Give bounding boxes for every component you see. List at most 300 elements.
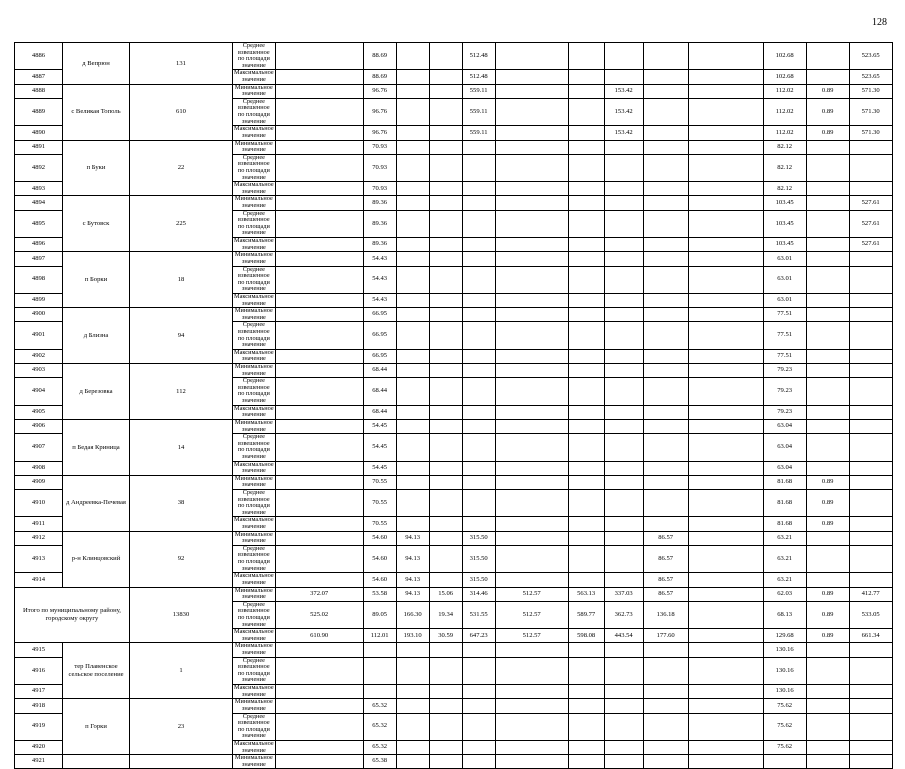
- value-cell: [396, 643, 429, 657]
- value-cell: [604, 545, 643, 572]
- value-cell: 112.01: [363, 629, 396, 643]
- value-cell: 94.13: [396, 587, 429, 601]
- row-number-cell: 4894: [15, 196, 63, 210]
- value-cell: 53.58: [363, 587, 396, 601]
- value-cell: [275, 154, 363, 181]
- settlement-name-cell: [63, 755, 130, 769]
- value-cell: [396, 419, 429, 433]
- value-cell: [495, 419, 568, 433]
- population-cell: 23: [130, 699, 233, 755]
- value-cell: 525.02: [275, 601, 363, 628]
- value-cell: 0.89: [806, 587, 849, 601]
- value-cell: 571.30: [849, 126, 892, 140]
- value-cell: [568, 643, 604, 657]
- value-cell: [275, 126, 363, 140]
- value-cell: [849, 740, 892, 754]
- value-cell: [849, 699, 892, 713]
- value-cell: [275, 699, 363, 713]
- value-cell: [688, 685, 763, 699]
- value-cell: [643, 490, 688, 517]
- value-cell: [275, 252, 363, 266]
- value-type-cell: Минимальное значение: [233, 643, 276, 657]
- value-cell: 63.04: [763, 419, 806, 433]
- value-cell: [429, 573, 462, 587]
- value-cell: [604, 657, 643, 684]
- value-cell: [806, 419, 849, 433]
- value-cell: 82.12: [763, 140, 806, 154]
- value-cell: [363, 657, 396, 684]
- value-cell: [568, 405, 604, 419]
- settlement-name-cell: д Близна: [63, 308, 130, 364]
- value-cell: [568, 126, 604, 140]
- value-cell: [806, 210, 849, 237]
- value-cell: [429, 378, 462, 405]
- value-cell: [462, 490, 495, 517]
- value-cell: [643, 98, 688, 125]
- row-number-cell: 4903: [15, 364, 63, 378]
- value-cell: [568, 140, 604, 154]
- value-cell: [495, 713, 568, 740]
- value-cell: 523.65: [849, 43, 892, 70]
- value-cell: [604, 293, 643, 307]
- value-cell: [462, 210, 495, 237]
- value-cell: [495, 70, 568, 84]
- value-cell: 527.61: [849, 210, 892, 237]
- value-cell: [688, 210, 763, 237]
- value-cell: [604, 140, 643, 154]
- value-cell: 81.68: [763, 517, 806, 531]
- value-cell: [275, 461, 363, 475]
- value-cell: [462, 349, 495, 363]
- value-type-cell: Среднее взвешенное по площади значение: [233, 378, 276, 405]
- value-cell: [462, 364, 495, 378]
- value-cell: [429, 252, 462, 266]
- value-cell: [275, 419, 363, 433]
- value-cell: 54.45: [363, 461, 396, 475]
- value-cell: [806, 364, 849, 378]
- value-cell: 70.55: [363, 517, 396, 531]
- value-cell: 130.16: [763, 685, 806, 699]
- value-cell: 54.45: [363, 419, 396, 433]
- value-type-cell: Среднее взвешенное по площади значение: [233, 545, 276, 572]
- value-cell: [806, 43, 849, 70]
- row-number-cell: 4906: [15, 419, 63, 433]
- value-cell: [363, 643, 396, 657]
- value-cell: [495, 573, 568, 587]
- value-cell: [429, 545, 462, 572]
- value-cell: [429, 43, 462, 70]
- value-cell: [688, 349, 763, 363]
- value-type-cell: Минимальное значение: [233, 587, 276, 601]
- value-cell: [849, 349, 892, 363]
- value-type-cell: Максимальное значение: [234, 69, 274, 84]
- value-cell: [462, 434, 495, 461]
- row-number-cell: 4915: [15, 643, 63, 657]
- value-cell: [429, 461, 462, 475]
- value-cell: [396, 517, 429, 531]
- value-cell: 647.23: [462, 629, 495, 643]
- value-cell: [604, 238, 643, 252]
- value-cell: 193.10: [396, 629, 429, 643]
- value-cell: [275, 84, 363, 98]
- value-cell: [429, 84, 462, 98]
- value-cell: [275, 475, 363, 489]
- value-cell: [643, 405, 688, 419]
- value-cell: [849, 405, 892, 419]
- value-cell: [275, 266, 363, 293]
- value-cell: [849, 378, 892, 405]
- table-row: [15, 755, 893, 769]
- value-cell: [806, 740, 849, 754]
- value-cell: [429, 517, 462, 531]
- value-cell: [568, 182, 604, 196]
- value-cell: [568, 364, 604, 378]
- value-cell: [495, 308, 568, 322]
- value-cell: [568, 434, 604, 461]
- value-cell: [396, 364, 429, 378]
- value-cell: [688, 308, 763, 322]
- value-cell: 512.57: [495, 629, 568, 643]
- value-type-cell: Максимальное значение: [234, 349, 274, 363]
- value-cell: [429, 475, 462, 489]
- value-cell: [849, 657, 892, 684]
- value-cell: [643, 475, 688, 489]
- value-cell: [495, 545, 568, 572]
- value-cell: [849, 293, 892, 307]
- value-cell: [604, 364, 643, 378]
- value-cell: [568, 98, 604, 125]
- row-number-cell: 4907: [15, 434, 63, 461]
- value-cell: [806, 685, 849, 699]
- value-cell: [688, 252, 763, 266]
- value-cell: [495, 685, 568, 699]
- value-cell: 81.68: [763, 475, 806, 489]
- value-cell: [396, 196, 429, 210]
- value-cell: [396, 154, 429, 181]
- row-number-cell: 4909: [15, 475, 63, 489]
- value-type-cell: Минимальное значение: [233, 419, 276, 433]
- value-cell: [568, 322, 604, 349]
- value-cell: [396, 293, 429, 307]
- value-cell: [688, 293, 763, 307]
- value-cell: [643, 43, 688, 70]
- value-cell: [688, 531, 763, 545]
- value-cell: [275, 685, 363, 699]
- value-cell: 70.93: [363, 154, 396, 181]
- value-cell: [643, 196, 688, 210]
- value-cell: [688, 419, 763, 433]
- value-cell: [604, 210, 643, 237]
- value-cell: [275, 43, 363, 70]
- value-cell: [275, 657, 363, 684]
- value-cell: [429, 364, 462, 378]
- value-cell: [806, 196, 849, 210]
- value-cell: 527.61: [849, 196, 892, 210]
- value-type-cell: Минимальное значение: [233, 252, 276, 266]
- value-type-cell: Минимальное значение: [233, 755, 276, 769]
- value-cell: [643, 322, 688, 349]
- value-cell: [688, 699, 763, 713]
- settlement-name-cell: тер Плавенское сельское поселение: [63, 643, 130, 699]
- value-cell: [495, 43, 568, 70]
- population-cell: 131: [130, 43, 233, 85]
- value-cell: [643, 685, 688, 699]
- value-cell: [849, 364, 892, 378]
- value-type-cell: Минимальное значение: [233, 531, 276, 545]
- value-cell: [568, 517, 604, 531]
- value-cell: [363, 685, 396, 699]
- value-cell: [462, 308, 495, 322]
- value-cell: [568, 308, 604, 322]
- value-cell: 63.21: [763, 573, 806, 587]
- settlement-name-cell: п Бедая Криница: [63, 419, 130, 475]
- value-cell: 533.05: [849, 601, 892, 628]
- row-number-cell: 4912: [15, 531, 63, 545]
- value-cell: [275, 364, 363, 378]
- value-cell: 88.69: [363, 70, 396, 84]
- value-cell: [462, 378, 495, 405]
- value-cell: [462, 405, 495, 419]
- value-type-cell: Минимальное значение: [233, 308, 276, 322]
- value-cell: [462, 461, 495, 475]
- value-cell: [396, 43, 429, 70]
- value-cell: [849, 308, 892, 322]
- value-cell: [568, 699, 604, 713]
- value-cell: [396, 461, 429, 475]
- value-cell: 19.34: [429, 601, 462, 628]
- value-cell: [806, 713, 849, 740]
- value-cell: [688, 378, 763, 405]
- value-cell: [643, 699, 688, 713]
- row-number-cell: 4911: [15, 517, 63, 531]
- table-row: [15, 475, 893, 489]
- value-cell: 130.16: [763, 643, 806, 657]
- value-cell: 30.59: [429, 629, 462, 643]
- value-cell: 66.95: [363, 322, 396, 349]
- value-cell: 362.73: [604, 601, 643, 628]
- value-type-cell: Среднее взвешенное по площади значение: [233, 490, 276, 517]
- value-cell: [849, 713, 892, 740]
- value-cell: [806, 657, 849, 684]
- row-number-cell: 4904: [15, 378, 63, 405]
- value-cell: [429, 643, 462, 657]
- value-cell: [396, 140, 429, 154]
- table-row: [15, 419, 893, 433]
- value-cell: [275, 210, 363, 237]
- row-number-cell: 4892: [15, 154, 63, 181]
- value-cell: [806, 643, 849, 657]
- value-cell: 0.89: [806, 517, 849, 531]
- value-cell: [495, 84, 568, 98]
- value-cell: [462, 475, 495, 489]
- value-cell: [643, 210, 688, 237]
- value-cell: 531.55: [462, 601, 495, 628]
- value-cell: [688, 643, 763, 657]
- value-cell: [275, 740, 363, 754]
- value-cell: [688, 461, 763, 475]
- value-cell: [396, 210, 429, 237]
- value-cell: 54.60: [363, 531, 396, 545]
- value-cell: [396, 266, 429, 293]
- value-cell: [462, 196, 495, 210]
- value-cell: 86.57: [643, 531, 688, 545]
- value-cell: 337.03: [604, 587, 643, 601]
- table-row: [15, 643, 893, 657]
- value-cell: 68.13: [763, 601, 806, 628]
- value-cell: [568, 266, 604, 293]
- population-cell: 38: [130, 475, 233, 531]
- settlement-name-cell: с Великая Тополь: [63, 84, 130, 140]
- value-cell: [688, 755, 763, 769]
- value-cell: 65.38: [363, 755, 396, 769]
- value-type-cell: Среднее взвешенное по площади значение: [233, 657, 276, 684]
- value-cell: [495, 657, 568, 684]
- value-cell: [849, 461, 892, 475]
- value-cell: [688, 517, 763, 531]
- value-cell: [849, 643, 892, 657]
- value-cell: [495, 98, 568, 125]
- table-row: [15, 531, 893, 545]
- value-cell: 54.60: [363, 545, 396, 572]
- value-cell: 89.36: [363, 238, 396, 252]
- value-cell: [462, 140, 495, 154]
- row-number-cell: 4908: [15, 461, 63, 475]
- value-type-cell: Максимальное значение: [234, 181, 274, 195]
- value-cell: [688, 713, 763, 740]
- value-cell: [806, 322, 849, 349]
- value-cell: 79.23: [763, 378, 806, 405]
- value-cell: 70.55: [363, 490, 396, 517]
- value-cell: [396, 699, 429, 713]
- value-cell: 86.57: [643, 587, 688, 601]
- value-cell: 75.62: [763, 699, 806, 713]
- value-cell: [495, 405, 568, 419]
- value-cell: 15.06: [429, 587, 462, 601]
- value-cell: [688, 43, 763, 70]
- value-cell: [462, 252, 495, 266]
- value-cell: 68.44: [363, 378, 396, 405]
- value-cell: [688, 434, 763, 461]
- table-row: [15, 364, 893, 378]
- row-number-cell: 4910: [15, 490, 63, 517]
- value-cell: [396, 349, 429, 363]
- value-cell: [643, 364, 688, 378]
- value-cell: [643, 378, 688, 405]
- value-type-cell: Максимальное значение: [234, 684, 274, 698]
- value-cell: 54.60: [363, 573, 396, 587]
- population-cell: 13830: [130, 587, 233, 643]
- value-cell: 79.23: [763, 405, 806, 419]
- value-cell: [806, 531, 849, 545]
- value-cell: [806, 182, 849, 196]
- population-cell: 94: [130, 308, 233, 364]
- value-cell: [495, 196, 568, 210]
- value-cell: [643, 84, 688, 98]
- value-cell: [806, 755, 849, 769]
- value-cell: [849, 531, 892, 545]
- value-cell: 94.13: [396, 531, 429, 545]
- row-number-cell: 4886: [15, 43, 63, 70]
- value-cell: [495, 293, 568, 307]
- value-cell: 512.57: [495, 601, 568, 628]
- value-cell: [396, 238, 429, 252]
- value-cell: 443.54: [604, 629, 643, 643]
- value-cell: [429, 434, 462, 461]
- value-cell: 81.68: [763, 490, 806, 517]
- value-cell: 82.12: [763, 154, 806, 181]
- total-label-cell: Итого по муниципальному району, городскому округу: [15, 587, 130, 643]
- value-cell: [849, 573, 892, 587]
- value-cell: [495, 517, 568, 531]
- value-cell: [495, 140, 568, 154]
- table-row: [15, 140, 893, 154]
- value-cell: [495, 126, 568, 140]
- value-cell: 315.50: [462, 531, 495, 545]
- value-type-cell: Среднее взвешенное по площади значение: [233, 434, 276, 461]
- value-cell: 112.02: [763, 98, 806, 125]
- value-cell: [429, 349, 462, 363]
- value-cell: [604, 685, 643, 699]
- value-cell: [462, 643, 495, 657]
- population-cell: 18: [130, 252, 233, 308]
- value-cell: [849, 140, 892, 154]
- value-cell: [688, 475, 763, 489]
- value-cell: [688, 573, 763, 587]
- table-body: [15, 43, 893, 769]
- value-cell: [495, 182, 568, 196]
- value-type-cell: Максимальное значение: [234, 237, 274, 251]
- value-cell: 129.68: [763, 629, 806, 643]
- value-cell: [688, 405, 763, 419]
- value-cell: [462, 238, 495, 252]
- value-type-cell: Среднее взвешенное по площади значение: [233, 266, 276, 293]
- value-type-cell: Среднее взвешенное по площади значение: [233, 322, 276, 349]
- value-type-cell: Максимальное значение: [234, 516, 274, 531]
- row-number-cell: 4897: [15, 252, 63, 266]
- value-cell: [806, 434, 849, 461]
- value-cell: [688, 70, 763, 84]
- value-cell: [396, 378, 429, 405]
- value-cell: 68.44: [363, 405, 396, 419]
- value-cell: [396, 322, 429, 349]
- value-cell: [429, 140, 462, 154]
- value-cell: 63.01: [763, 252, 806, 266]
- value-cell: [604, 378, 643, 405]
- value-cell: [275, 308, 363, 322]
- value-cell: [849, 685, 892, 699]
- data-table: [14, 42, 893, 769]
- value-cell: 65.32: [363, 740, 396, 754]
- value-cell: 153.42: [604, 84, 643, 98]
- value-cell: [643, 349, 688, 363]
- value-cell: 0.89: [806, 490, 849, 517]
- value-cell: 559.11: [462, 98, 495, 125]
- value-cell: 610.90: [275, 629, 363, 643]
- value-cell: [429, 182, 462, 196]
- value-cell: 89.05: [363, 601, 396, 628]
- value-cell: [429, 70, 462, 84]
- row-number-cell: 4905: [15, 405, 63, 419]
- value-cell: [643, 657, 688, 684]
- value-cell: 512.57: [495, 587, 568, 601]
- value-cell: [849, 755, 892, 769]
- value-cell: 0.89: [806, 126, 849, 140]
- row-number-cell: 4890: [15, 126, 63, 140]
- value-type-cell: Максимальное значение: [234, 405, 274, 419]
- value-cell: [429, 308, 462, 322]
- value-cell: 70.93: [363, 182, 396, 196]
- value-cell: [429, 740, 462, 754]
